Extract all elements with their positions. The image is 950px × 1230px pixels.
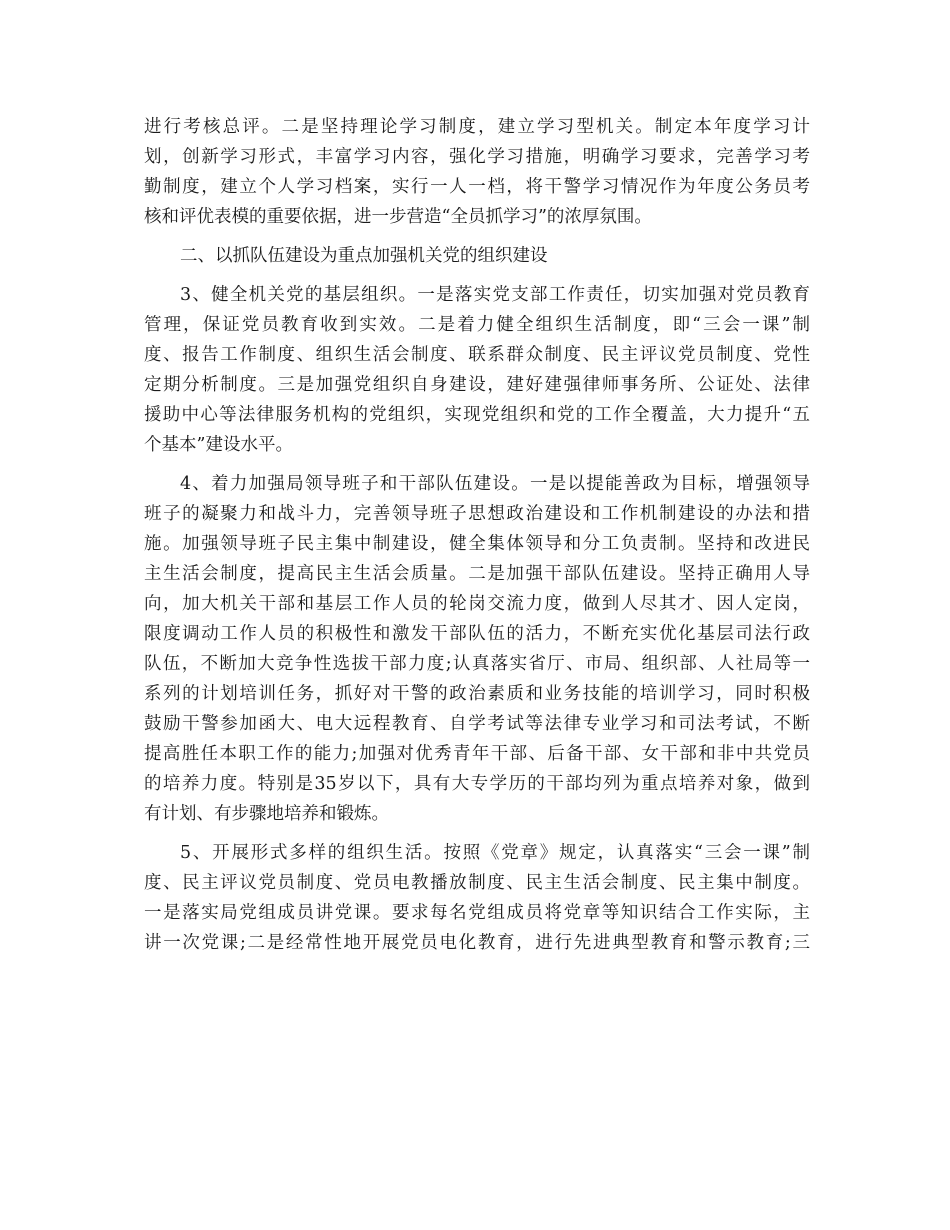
text-line: 讲一次党课;二是经常性地开展党员电化教育，进行先进典型教育和警示教育;三 <box>144 933 810 953</box>
text-line: 施。加强领导班子民主集中制建设，健全集体领导和分工负责制。坚持和改进民 <box>144 534 810 554</box>
text-line: 5、开展形式多样的组织生活。按照《党章》规定，认真落实“三会一课”制 <box>180 843 810 863</box>
paragraph-study-system <box>144 112 810 232</box>
paragraph-item-4 <box>144 469 810 829</box>
text-line: 3、健全机关党的基层组织。一是落实党支部工作责任，切实加强对党员教育 <box>180 285 810 305</box>
text-line: 度、民主评议党员制度、党员电教播放制度、民主生活会制度、民主集中制度。 <box>144 873 810 893</box>
text-line: 限度调动工作人员的积极性和激发干部队伍的活力，不断充实优化基层司法行政 <box>144 624 810 644</box>
text-line: 向，加大机关干部和基层工作人员的轮岗交流力度，做到人尽其才、因人定岗， <box>144 594 810 614</box>
text-line: 主生活会制度，提高民主生活会质量。二是加强干部队伍建设。坚持正确用人导 <box>144 564 810 584</box>
text-line: 勤制度，建立个人学习档案，实行一人一档，将干警学习情况作为年度公务员考 <box>144 177 810 197</box>
text-line: 定期分析制度。三是加强党组织自身建设，建好建强律师事务所、公证处、法律 <box>144 375 810 395</box>
text-line: 系列的计划培训任务，抓好对干警的政治素质和业务技能的培训学习，同时积极 <box>144 684 810 704</box>
text-line: 核和评优表模的重要依据，进一步营造“全员抓学习”的浓厚氛围。 <box>144 207 652 227</box>
text-line: 队伍，不断加大竞争性选拔干部力度;认真落实省厅、市局、组织部、人社局等一 <box>144 654 810 674</box>
text-line: 管理，保证党员教育收到实效。二是着力健全组织生活制度，即“三会一课”制 <box>144 315 810 335</box>
text-line: 的培养力度。特别是35岁以下，具有大专学历的干部均列为重点培养对象，做到 <box>144 774 810 794</box>
text-line: 划，创新学习形式，丰富学习内容，强化学习措施，明确学习要求，完善学习考 <box>144 147 810 167</box>
heading-text: 二、以抓队伍建设为重点加强机关党的组织建设 <box>180 246 548 266</box>
text-line: 4、着力加强局领导班子和干部队伍建设。一是以提能善政为目标，增强领导 <box>180 474 810 494</box>
text-line: 进行考核总评。二是坚持理论学习制度，建立学习型机关。制定本年度学习计 <box>144 117 810 137</box>
text-line: 鼓励干警参加函大、电大远程教育、自学考试等法律专业学习和司法考试，不断 <box>144 714 810 734</box>
paragraph-item-5 <box>144 838 810 958</box>
text-line: 提高胜任本职工作的能力;加强对优秀青年干部、后备干部、女干部和非中共党员 <box>144 744 810 764</box>
text-line: 有计划、有步骤地培养和锻炼。 <box>144 804 389 824</box>
text-line: 一是落实局党组成员讲党课。要求每名党组成员将党章等知识结合工作实际，主 <box>144 903 810 923</box>
text-line: 班子的凝聚力和战斗力，完善领导班子思想政治建设和工作机制建设的办法和措 <box>144 504 810 524</box>
text-line: 援助中心等法律服务机构的党组织，实现党组织和党的工作全覆盖，大力提升“五 <box>144 405 810 425</box>
text-line: 个基本”建设水平。 <box>144 435 293 455</box>
paragraph-item-3 <box>144 280 810 460</box>
text-line: 度、报告工作制度、组织生活会制度、联系群众制度、民主评议党员制度、党性 <box>144 345 810 365</box>
section-heading <box>144 241 810 271</box>
document-body <box>144 112 810 958</box>
